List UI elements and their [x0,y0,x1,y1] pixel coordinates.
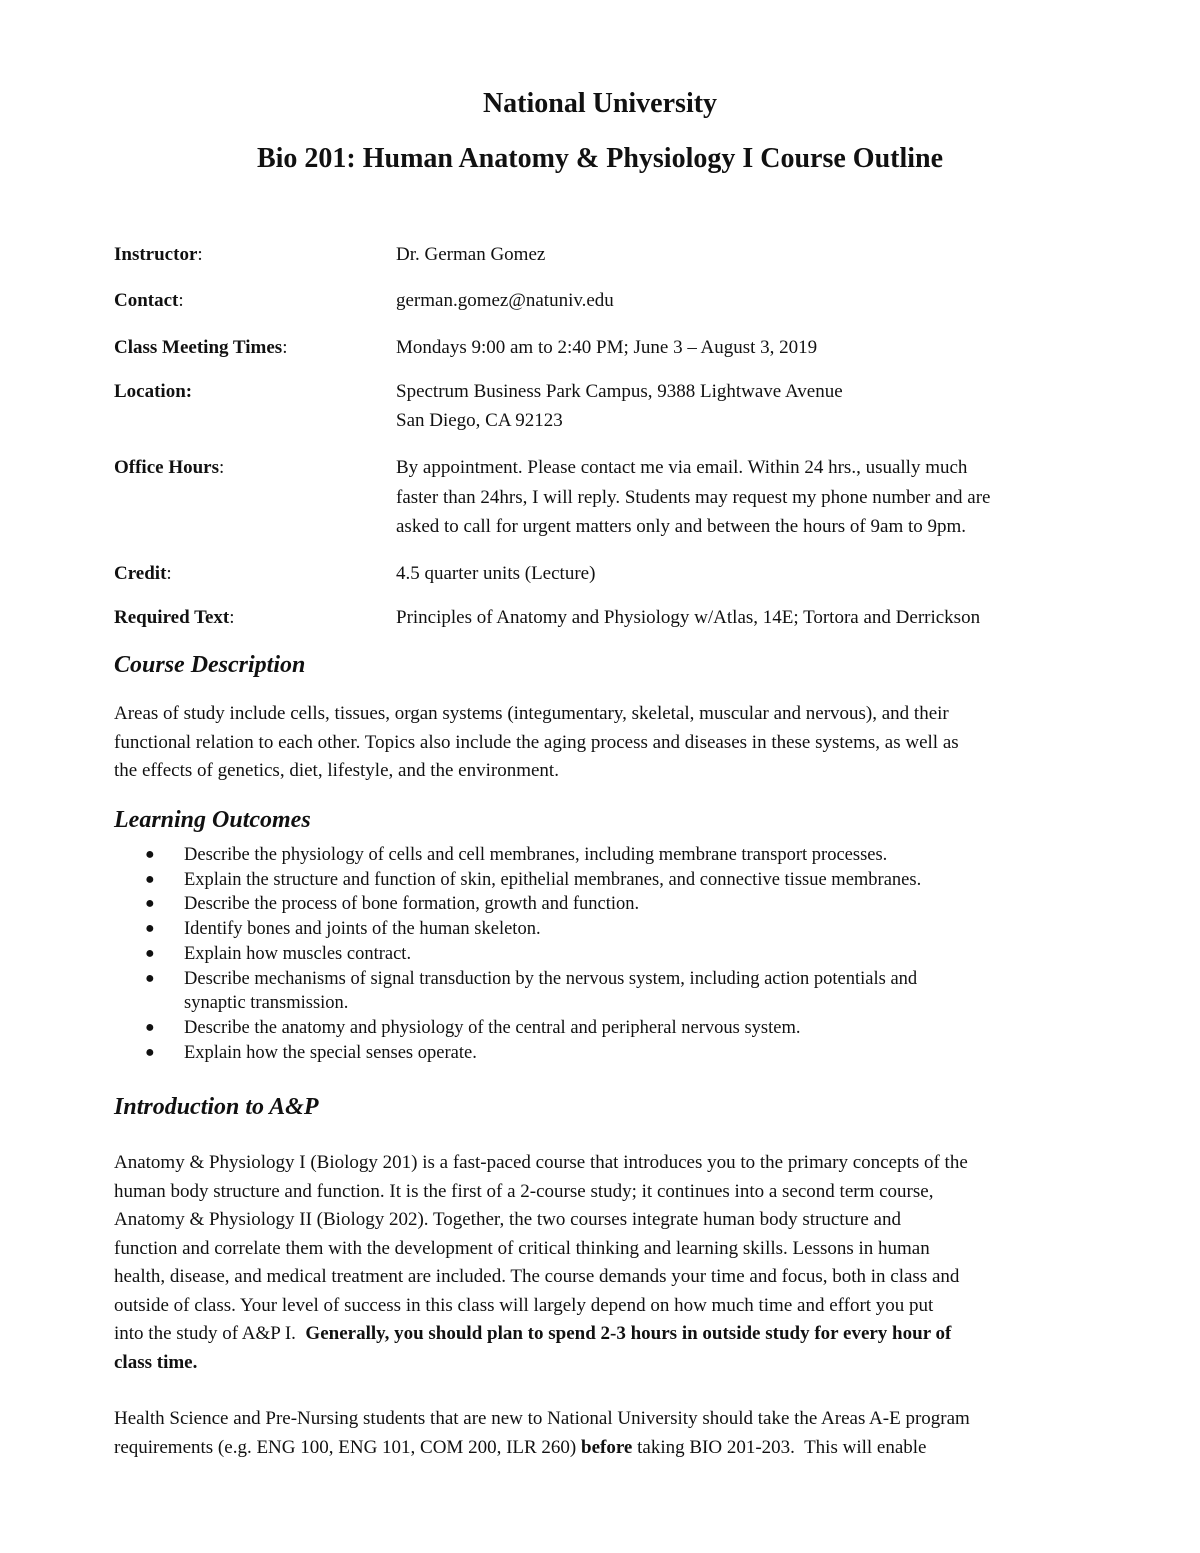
required-text-label: Required Text: [114,607,235,628]
learning-outcomes-list [0,843,921,1065]
paragraph-line: into the study of A&P I. Generally, you should plan to spend 2-3 hours in outside study for every hour of [114,1323,952,1344]
instructor-value: Dr. German Gomez [396,244,546,265]
before-emphasis: before [581,1436,633,1458]
course-title: Bio 201: Human Anatomy & Physiology I Course Outline [256,143,944,174]
credit-value: 4.5 quarter units (Lecture) [396,563,596,584]
paragraph-line: human body structure and function. It is the first of a 2-course study; it continues into a second term course, [114,1180,934,1202]
list-item: ● Describe mechanisms of signal transduction by the nervous system, including action potentials and synaptic transmission. [145,968,918,1014]
list-item: ● Describe the anatomy and physiology of the central and peripheral nervous system. [0,1016,921,1041]
paragraph-line: Areas of study include cells, tissues, organ systems (integumentary, skeletal, muscular and nervous), and their [114,703,949,724]
bullet-icon: ● [145,895,155,913]
prerequisites-paragraph [114,1405,1089,1462]
office-hours-line: By appointment. Please contact me via email. Within 24 hrs., usually much [396,457,968,478]
bullet-icon: ● [145,944,155,962]
credit-label: Credit: [114,563,172,584]
paragraph-line: functional relation to each other. Topics also include the aging process and diseases in these systems, as well as [114,731,959,753]
course-description-heading: Course Description [114,652,306,678]
office-hours-line: faster than 24hrs, I will reply. Students may request my phone number and are [396,486,991,508]
bullet-icon: ● [145,969,155,987]
paragraph-line: health, disease, and medical treatment are included. The course demands your time and focus, both in class and [114,1266,960,1287]
list-item: ● Describe the physiology of cells and cell membranes, including membrane transport processes. [0,843,921,868]
list-item: ● Identify bones and joints of the human skeleton. [0,917,921,942]
introduction-paragraph [114,1149,1089,1377]
paragraph-line: Health Science and Pre-Nursing students that are new to National University should take the Areas A-E program [114,1408,970,1429]
learning-outcomes-heading: Learning Outcomes [114,807,311,833]
location-line: Spectrum Business Park Campus, 9388 Lightwave Avenue [396,381,843,402]
list-item: ● Explain the structure and function of skin, epithelial membranes, and connective tissue membranes. [0,868,921,893]
meeting-times-value: Mondays 9:00 am to 2:40 PM; June 3 – August 3, 2019 [396,337,818,358]
paragraph-line [114,1349,1089,1378]
paragraph-line: Anatomy & Physiology II (Biology 202). Together, the two courses integrate human body structure and [114,1209,901,1230]
instructor-label: Instructor: [114,244,203,265]
university-title: National University [482,88,718,119]
introduction-heading: Introduction to A&P [114,1094,319,1120]
meeting-times-label: Class Meeting Times: [114,337,288,358]
office-hours-line: asked to call for urgent matters only and between the hours of 9am to 9pm. [396,516,967,537]
list-item: ● Explain how muscles contract. [0,942,921,967]
paragraph-line: function and correlate them with the development of critical thinking and learning skills. Lessons in human [114,1237,930,1259]
course-description-paragraph [114,700,1089,786]
bullet-icon: ● [145,920,155,938]
study-time-emphasis: Generally, you should plan to spend 2-3 hours in outside study for every hour of [305,1323,952,1344]
location-label: Location: [114,381,193,402]
list-item: ● Describe the process of bone formation, growth and function. [0,892,921,917]
bullet-icon: ● [145,846,155,863]
study-time-emphasis: class time. [114,1351,198,1373]
paragraph-line: the effects of genetics, diet, lifestyle, and the environment. [114,760,559,781]
paragraph-line: requirements (e.g. ENG 100, ENG 101, COM 200, ILR 260) before taking BIO 201-203. This will enable [114,1436,927,1458]
location-line: San Diego, CA 92123 [396,410,563,431]
location-value [396,377,843,435]
office-hours-label: Office Hours: [114,457,225,478]
contact-email[interactable]: german.gomez@natuniv.edu [396,290,614,311]
office-hours-value [396,453,990,542]
bullet-icon: ● [145,1043,155,1061]
list-item: ● Explain how the special senses operate. [0,1041,921,1066]
required-text-value: Principles of Anatomy and Physiology w/Atlas, 14E; Tortora and Derrickson [396,607,981,628]
paragraph-line: Anatomy & Physiology I (Biology 201) is a fast-paced course that introduces you to the primary concepts of the [114,1152,968,1173]
bullet-icon: ● [145,1018,155,1036]
paragraph-line: outside of class. Your level of success in this class will largely depend on how much time and effort you put [114,1294,934,1316]
contact-label: Contact: [114,290,184,311]
bullet-icon: ● [145,870,155,888]
